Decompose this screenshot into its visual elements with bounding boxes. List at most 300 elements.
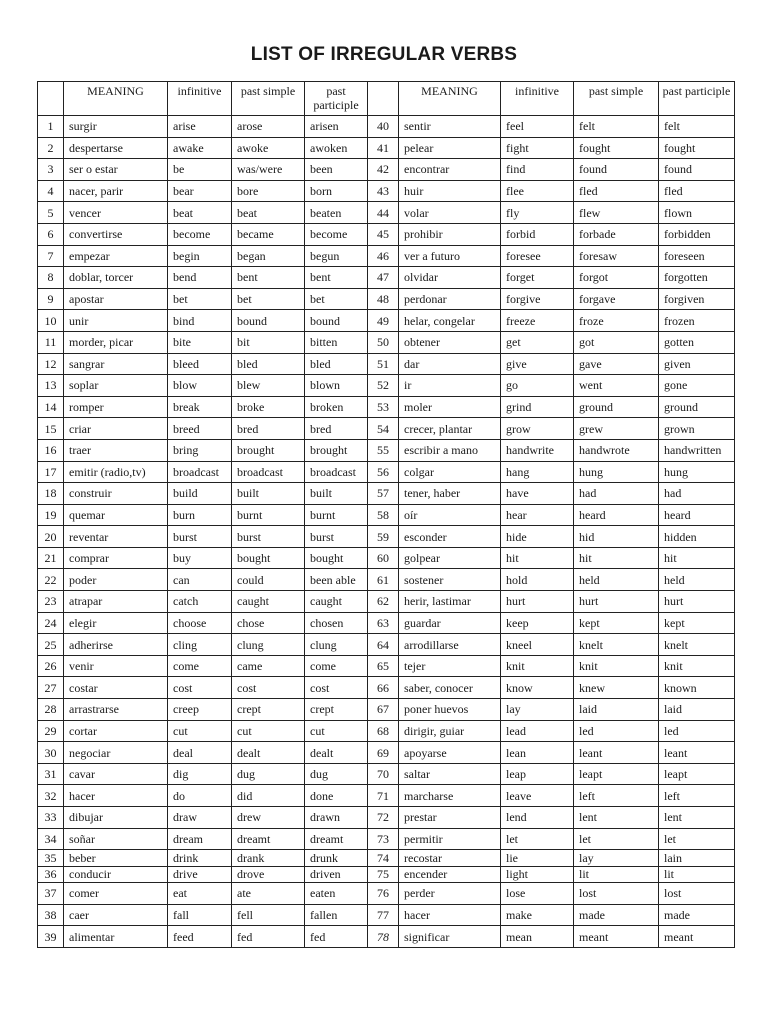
verb-meaning: moler	[399, 396, 501, 418]
verb-number: 6	[38, 223, 64, 245]
verb-past-participle: bet	[305, 288, 368, 310]
verb-infinitive: arise	[168, 116, 232, 138]
verb-past-participle: bred	[305, 418, 368, 440]
verb-infinitive: light	[501, 866, 574, 882]
verb-infinitive: drive	[168, 866, 232, 882]
verb-infinitive: let	[501, 828, 574, 850]
table-row	[38, 526, 735, 548]
verb-past-simple: bred	[232, 418, 305, 440]
table-row	[38, 699, 735, 721]
verb-number: 67	[368, 699, 399, 721]
verb-past-participle: found	[659, 159, 735, 181]
verb-infinitive: mean	[501, 926, 574, 948]
verb-infinitive: find	[501, 159, 574, 181]
verb-infinitive: beat	[168, 202, 232, 224]
table-row	[38, 353, 735, 375]
table-row	[38, 785, 735, 807]
verb-meaning: conducir	[64, 866, 168, 882]
verb-infinitive: knit	[501, 655, 574, 677]
verb-infinitive: catch	[168, 591, 232, 613]
verb-past-participle: hurt	[659, 591, 735, 613]
verb-meaning: construir	[64, 483, 168, 505]
verb-infinitive: cut	[168, 720, 232, 742]
verb-number: 47	[368, 267, 399, 289]
verb-meaning: costar	[64, 677, 168, 699]
verb-infinitive: bear	[168, 180, 232, 202]
verb-meaning: hacer	[399, 904, 501, 926]
verb-past-simple: held	[574, 569, 659, 591]
verb-infinitive: grind	[501, 396, 574, 418]
verb-meaning: huir	[399, 180, 501, 202]
verb-meaning: dibujar	[64, 807, 168, 829]
verb-past-participle: lit	[659, 866, 735, 882]
table-row	[38, 461, 735, 483]
verb-meaning: caer	[64, 904, 168, 926]
verb-past-simple: built	[232, 483, 305, 505]
verb-meaning: beber	[64, 850, 168, 866]
verb-infinitive: grow	[501, 418, 574, 440]
verb-number: 8	[38, 267, 64, 289]
verb-past-participle: leapt	[659, 763, 735, 785]
verb-past-simple: clung	[232, 634, 305, 656]
verb-number: 68	[368, 720, 399, 742]
verb-infinitive: get	[501, 331, 574, 353]
table-row	[38, 720, 735, 742]
verb-past-participle: leant	[659, 742, 735, 764]
verb-infinitive: hang	[501, 461, 574, 483]
verb-meaning: alimentar	[64, 926, 168, 948]
verb-past-participle: lent	[659, 807, 735, 829]
verb-past-participle: built	[305, 483, 368, 505]
verb-past-simple: drew	[232, 807, 305, 829]
verb-past-simple: forbade	[574, 223, 659, 245]
table-row	[38, 116, 735, 138]
table-row	[38, 331, 735, 353]
verb-past-participle: hung	[659, 461, 735, 483]
table-row	[38, 180, 735, 202]
verb-past-participle: cut	[305, 720, 368, 742]
header-past-simple: past simple	[232, 82, 305, 116]
verb-infinitive: burst	[168, 526, 232, 548]
verb-past-participle: felt	[659, 116, 735, 138]
verb-meaning: tejer	[399, 655, 501, 677]
verb-past-simple: became	[232, 223, 305, 245]
irregular-verbs-table	[37, 81, 735, 948]
verb-past-participle: had	[659, 483, 735, 505]
verb-infinitive: creep	[168, 699, 232, 721]
verb-past-simple: ground	[574, 396, 659, 418]
verb-meaning: ser o estar	[64, 159, 168, 181]
verb-meaning: apostar	[64, 288, 168, 310]
table-row	[38, 807, 735, 829]
header-number	[38, 82, 64, 116]
verb-infinitive: bleed	[168, 353, 232, 375]
verb-number: 70	[368, 763, 399, 785]
verb-number: 71	[368, 785, 399, 807]
verb-past-simple: bore	[232, 180, 305, 202]
verb-meaning: escribir a mano	[399, 439, 501, 461]
verb-meaning: significar	[399, 926, 501, 948]
page-title: LIST OF IRREGULAR VERBS	[250, 44, 518, 65]
table-row	[38, 223, 735, 245]
verb-number: 18	[38, 483, 64, 505]
verb-past-participle: gone	[659, 375, 735, 397]
verb-past-participle: ground	[659, 396, 735, 418]
verb-meaning: criar	[64, 418, 168, 440]
verb-infinitive: hold	[501, 569, 574, 591]
verb-infinitive: go	[501, 375, 574, 397]
table-row	[38, 396, 735, 418]
verb-meaning: doblar, torcer	[64, 267, 168, 289]
table-row	[38, 267, 735, 289]
verb-past-simple: leant	[574, 742, 659, 764]
verb-past-simple: arose	[232, 116, 305, 138]
verb-past-participle: driven	[305, 866, 368, 882]
header-infinitive: infinitive	[501, 82, 574, 116]
verb-number: 59	[368, 526, 399, 548]
table-row	[38, 742, 735, 764]
table-row	[38, 612, 735, 634]
verb-meaning: crecer, plantar	[399, 418, 501, 440]
verb-number: 13	[38, 375, 64, 397]
verb-past-participle: come	[305, 655, 368, 677]
verb-number: 63	[368, 612, 399, 634]
header-past-participle: past participle	[659, 82, 735, 116]
verb-number: 41	[368, 137, 399, 159]
verb-past-participle: dealt	[305, 742, 368, 764]
verb-meaning: permitir	[399, 828, 501, 850]
verb-past-simple: leapt	[574, 763, 659, 785]
verb-past-participle: awoken	[305, 137, 368, 159]
verb-infinitive: freeze	[501, 310, 574, 332]
verb-infinitive: do	[168, 785, 232, 807]
verb-past-simple: broadcast	[232, 461, 305, 483]
verb-infinitive: lay	[501, 699, 574, 721]
verb-past-simple: flew	[574, 202, 659, 224]
verb-infinitive: broadcast	[168, 461, 232, 483]
verb-past-participle: clung	[305, 634, 368, 656]
verb-past-participle: dug	[305, 763, 368, 785]
table-row	[38, 926, 735, 948]
verb-infinitive: bind	[168, 310, 232, 332]
header-number	[368, 82, 399, 116]
verb-meaning: tener, haber	[399, 483, 501, 505]
verb-past-simple: fled	[574, 180, 659, 202]
verb-number: 26	[38, 655, 64, 677]
verb-past-participle: burnt	[305, 504, 368, 526]
verb-number: 58	[368, 504, 399, 526]
verb-past-participle: caught	[305, 591, 368, 613]
verb-past-participle: bound	[305, 310, 368, 332]
verb-meaning: venir	[64, 655, 168, 677]
verb-past-simple: hid	[574, 526, 659, 548]
verb-meaning: herir, lastimar	[399, 591, 501, 613]
table-row	[38, 245, 735, 267]
header-meaning: MEANING	[64, 82, 168, 116]
verb-past-simple: forgave	[574, 288, 659, 310]
verb-meaning: arrodillarse	[399, 634, 501, 656]
verb-meaning: ver a futuro	[399, 245, 501, 267]
header-row	[38, 82, 735, 116]
verb-past-simple: found	[574, 159, 659, 181]
verb-number: 27	[38, 677, 64, 699]
verb-past-simple: fought	[574, 137, 659, 159]
verb-past-simple: drank	[232, 850, 305, 866]
verb-infinitive: build	[168, 483, 232, 505]
verb-number: 11	[38, 331, 64, 353]
verb-past-simple: froze	[574, 310, 659, 332]
table-row	[38, 904, 735, 926]
verb-meaning: elegir	[64, 612, 168, 634]
verb-past-participle: led	[659, 720, 735, 742]
verb-past-participle: drawn	[305, 807, 368, 829]
table-row	[38, 439, 735, 461]
verb-number: 45	[368, 223, 399, 245]
verb-number: 64	[368, 634, 399, 656]
verb-infinitive: know	[501, 677, 574, 699]
verb-meaning: perdonar	[399, 288, 501, 310]
verb-meaning: cavar	[64, 763, 168, 785]
table-row	[38, 828, 735, 850]
verb-number: 17	[38, 461, 64, 483]
verb-infinitive: come	[168, 655, 232, 677]
verb-past-participle: blown	[305, 375, 368, 397]
verb-meaning: recostar	[399, 850, 501, 866]
verb-number: 24	[38, 612, 64, 634]
verb-past-participle: forbidden	[659, 223, 735, 245]
verb-meaning: sangrar	[64, 353, 168, 375]
verb-infinitive: lie	[501, 850, 574, 866]
verb-meaning: ir	[399, 375, 501, 397]
verb-number: 2	[38, 137, 64, 159]
verb-past-participle: knelt	[659, 634, 735, 656]
verb-past-simple: bit	[232, 331, 305, 353]
verb-meaning: reventar	[64, 526, 168, 548]
verb-infinitive: leave	[501, 785, 574, 807]
verb-infinitive: be	[168, 159, 232, 181]
verb-infinitive: dig	[168, 763, 232, 785]
verb-meaning: comprar	[64, 547, 168, 569]
verb-infinitive: hear	[501, 504, 574, 526]
verb-number: 19	[38, 504, 64, 526]
verb-past-simple: bled	[232, 353, 305, 375]
verb-meaning: saber, conocer	[399, 677, 501, 699]
verb-infinitive: draw	[168, 807, 232, 829]
table-row	[38, 418, 735, 440]
header-infinitive: infinitive	[168, 82, 232, 116]
verb-past-participle: dreamt	[305, 828, 368, 850]
verb-meaning: unir	[64, 310, 168, 332]
verb-number: 50	[368, 331, 399, 353]
verb-past-participle: drunk	[305, 850, 368, 866]
verb-infinitive: hide	[501, 526, 574, 548]
verb-past-simple: burnt	[232, 504, 305, 526]
verb-past-simple: foresaw	[574, 245, 659, 267]
verb-past-simple: lent	[574, 807, 659, 829]
verb-number: 20	[38, 526, 64, 548]
verb-past-participle: kept	[659, 612, 735, 634]
verb-meaning: apoyarse	[399, 742, 501, 764]
verb-number: 35	[38, 850, 64, 866]
verb-meaning: sostener	[399, 569, 501, 591]
verb-past-participle: become	[305, 223, 368, 245]
verb-past-simple: meant	[574, 926, 659, 948]
verb-infinitive: fight	[501, 137, 574, 159]
verb-number: 48	[368, 288, 399, 310]
verb-past-participle: fed	[305, 926, 368, 948]
header-past-participle: past participle	[305, 82, 368, 116]
verb-infinitive: awake	[168, 137, 232, 159]
verb-past-participle: gotten	[659, 331, 735, 353]
verb-meaning: arrastrarse	[64, 699, 168, 721]
verb-number: 25	[38, 634, 64, 656]
verb-infinitive: dream	[168, 828, 232, 850]
verb-number: 22	[38, 569, 64, 591]
verb-infinitive: buy	[168, 547, 232, 569]
verb-infinitive: lose	[501, 883, 574, 905]
verb-infinitive: bend	[168, 267, 232, 289]
verb-infinitive: lend	[501, 807, 574, 829]
verb-meaning: olvidar	[399, 267, 501, 289]
verb-meaning: marcharse	[399, 785, 501, 807]
verb-past-simple: lay	[574, 850, 659, 866]
verb-meaning: quemar	[64, 504, 168, 526]
verb-infinitive: break	[168, 396, 232, 418]
verb-infinitive: eat	[168, 883, 232, 905]
table-row	[38, 634, 735, 656]
verb-meaning: surgir	[64, 116, 168, 138]
verb-number: 60	[368, 547, 399, 569]
verb-past-participle: begun	[305, 245, 368, 267]
verb-meaning: comer	[64, 883, 168, 905]
verb-meaning: soplar	[64, 375, 168, 397]
verb-past-participle: heard	[659, 504, 735, 526]
table-row	[38, 866, 735, 882]
verb-number: 5	[38, 202, 64, 224]
verb-number: 23	[38, 591, 64, 613]
verb-meaning: morder, picar	[64, 331, 168, 353]
verb-number: 7	[38, 245, 64, 267]
verb-number: 51	[368, 353, 399, 375]
verb-meaning: hacer	[64, 785, 168, 807]
table-row	[38, 504, 735, 526]
verb-past-participle: been able	[305, 569, 368, 591]
verb-meaning: poner huevos	[399, 699, 501, 721]
verb-past-simple: drove	[232, 866, 305, 882]
verb-infinitive: forget	[501, 267, 574, 289]
verb-number: 66	[368, 677, 399, 699]
verb-infinitive: leap	[501, 763, 574, 785]
verb-number: 36	[38, 866, 64, 882]
verb-past-participle: meant	[659, 926, 735, 948]
verb-number: 39	[38, 926, 64, 948]
verb-infinitive: bet	[168, 288, 232, 310]
verb-infinitive: bite	[168, 331, 232, 353]
header-meaning: MEANING	[399, 82, 501, 116]
verb-past-participle: bent	[305, 267, 368, 289]
verb-past-participle: forgotten	[659, 267, 735, 289]
verb-number: 30	[38, 742, 64, 764]
verb-number: 73	[368, 828, 399, 850]
verb-past-participle: known	[659, 677, 735, 699]
table-row	[38, 569, 735, 591]
verb-meaning: saltar	[399, 763, 501, 785]
verb-past-simple: went	[574, 375, 659, 397]
verb-meaning: despertarse	[64, 137, 168, 159]
verb-past-simple: bet	[232, 288, 305, 310]
verb-past-participle: bled	[305, 353, 368, 375]
verb-meaning: helar, congelar	[399, 310, 501, 332]
verb-past-simple: chose	[232, 612, 305, 634]
verb-past-participle: been	[305, 159, 368, 181]
verb-meaning: perder	[399, 883, 501, 905]
verb-meaning: obtener	[399, 331, 501, 353]
verb-past-simple: did	[232, 785, 305, 807]
table-row	[38, 591, 735, 613]
verb-past-simple: blew	[232, 375, 305, 397]
verb-past-simple: awoke	[232, 137, 305, 159]
verb-past-participle: given	[659, 353, 735, 375]
verb-past-simple: hit	[574, 547, 659, 569]
verb-number: 57	[368, 483, 399, 505]
verb-past-simple: lost	[574, 883, 659, 905]
verb-infinitive: cling	[168, 634, 232, 656]
verb-past-simple: dug	[232, 763, 305, 785]
verb-past-participle: handwritten	[659, 439, 735, 461]
verb-meaning: pelear	[399, 137, 501, 159]
verb-past-simple: hung	[574, 461, 659, 483]
verb-number: 31	[38, 763, 64, 785]
verb-meaning: vencer	[64, 202, 168, 224]
verb-meaning: soñar	[64, 828, 168, 850]
verb-infinitive: forgive	[501, 288, 574, 310]
verb-past-simple: dreamt	[232, 828, 305, 850]
verb-infinitive: become	[168, 223, 232, 245]
verb-number: 28	[38, 699, 64, 721]
verb-past-simple: ate	[232, 883, 305, 905]
verb-meaning: cortar	[64, 720, 168, 742]
verb-number: 10	[38, 310, 64, 332]
verb-meaning: romper	[64, 396, 168, 418]
verb-past-simple: fed	[232, 926, 305, 948]
verb-meaning: golpear	[399, 547, 501, 569]
verb-past-participle: let	[659, 828, 735, 850]
verb-past-participle: bought	[305, 547, 368, 569]
verb-meaning: guardar	[399, 612, 501, 634]
verb-number: 15	[38, 418, 64, 440]
verb-meaning: emitir (radio,tv)	[64, 461, 168, 483]
verb-past-participle: broadcast	[305, 461, 368, 483]
verb-past-participle: arisen	[305, 116, 368, 138]
verb-past-participle: lain	[659, 850, 735, 866]
verb-infinitive: cost	[168, 677, 232, 699]
verb-past-participle: beaten	[305, 202, 368, 224]
verb-number: 12	[38, 353, 64, 375]
verb-past-participle: hit	[659, 547, 735, 569]
verb-infinitive: feel	[501, 116, 574, 138]
verb-meaning: convertirse	[64, 223, 168, 245]
verb-past-participle: crept	[305, 699, 368, 721]
verb-past-participle: brought	[305, 439, 368, 461]
verb-number: 76	[368, 883, 399, 905]
verb-infinitive: flee	[501, 180, 574, 202]
verb-infinitive: drink	[168, 850, 232, 866]
table-row	[38, 310, 735, 332]
verb-infinitive: hurt	[501, 591, 574, 613]
verb-past-participle: forgiven	[659, 288, 735, 310]
verb-number: 3	[38, 159, 64, 181]
verb-number: 72	[368, 807, 399, 829]
